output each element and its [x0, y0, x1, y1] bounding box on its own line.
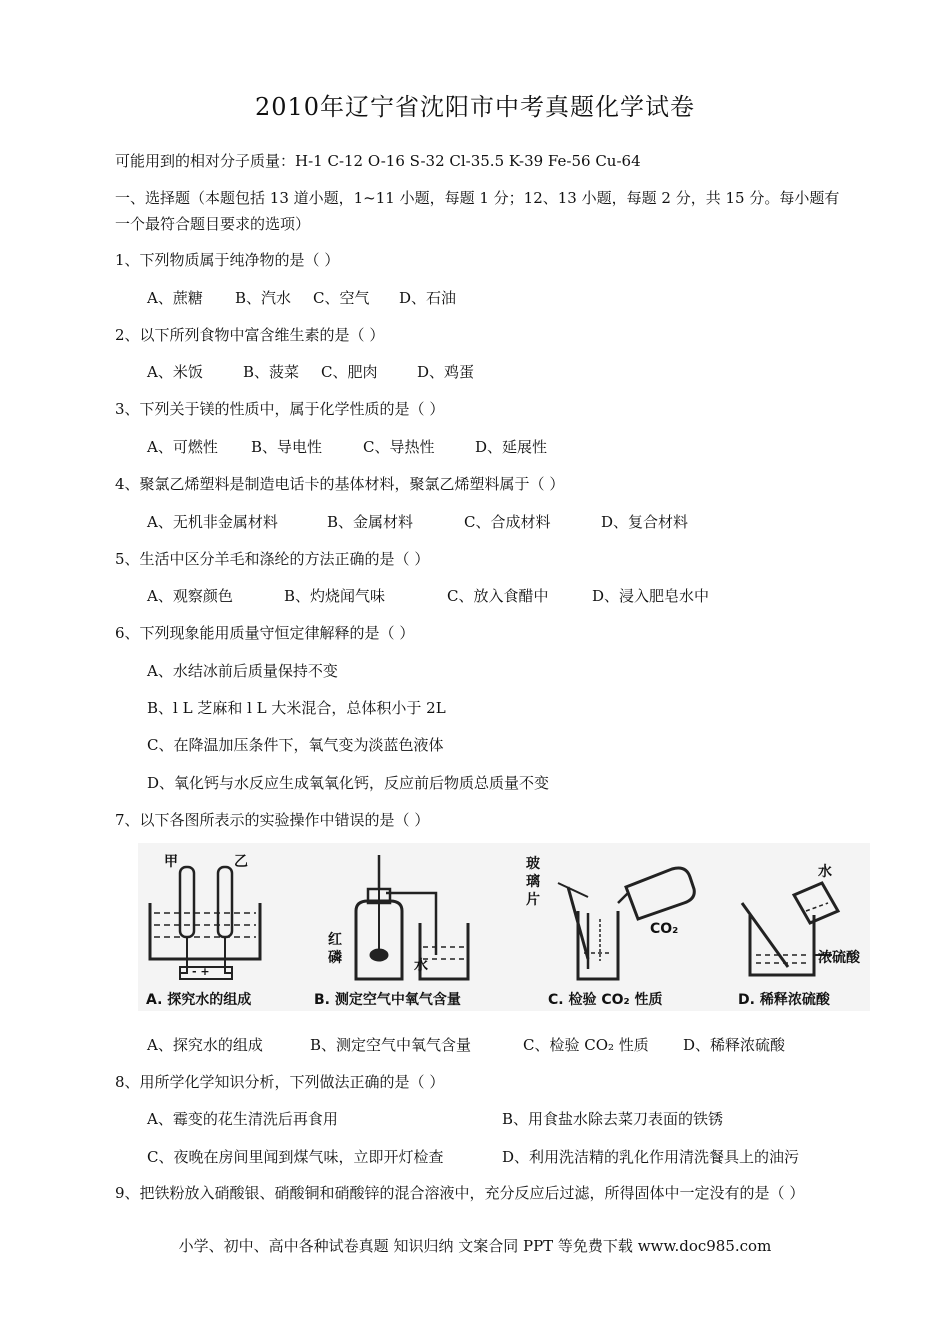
option-a: A、无机非金属材料 [147, 513, 278, 531]
page-title: 2010年辽宁省沈阳市中考真题化学试卷 [254, 93, 696, 121]
question-8-option-a: A、霉变的花生清洗后再食用 [147, 1110, 338, 1128]
diagram-b-oxygen [356, 855, 468, 979]
option-c: C、肥肉 [321, 363, 378, 381]
label-red-phosphorus: 红磷 [328, 932, 342, 966]
option-a: A、蔗糖 [147, 289, 203, 307]
question-3-stem: 3、下列关于镁的性质中，属于化学性质的是（ ） [115, 400, 445, 418]
caption-c: C. 检验 CO₂ 性质 [548, 992, 663, 1008]
label-yi: 乙 [234, 854, 248, 870]
option-c: C、放入食醋中 [447, 587, 549, 605]
question-2-stem: 2、以下所列食物中富含维生素的是（ ） [115, 326, 385, 344]
option-b: B、测定空气中氧气含量 [310, 1036, 472, 1054]
label-water-d: 水 [818, 864, 832, 880]
question-5-stem: 5、生活中区分羊毛和涤纶的方法正确的是（ ） [115, 550, 430, 568]
option-c: C、空气 [313, 289, 370, 307]
question-9-stem: 9、把铁粉放入硝酸银、硝酸铜和硝酸锌的混合溶液中，充分反应后过滤，所得固体中一定没有的是（ ） [115, 1184, 805, 1202]
option-a: A、米饭 [147, 363, 203, 381]
question-7-stem: 7、以下各图所表示的实验操作中错误的是（ ） [115, 811, 430, 829]
label-battery: - + [192, 965, 210, 978]
option-b: B、菠菜 [243, 363, 300, 381]
question-4-stem: 4、聚氯乙烯塑料是制造电话卡的基体材料，聚氯乙烯塑料属于（ ） [115, 475, 565, 493]
question-3-options [147, 438, 547, 456]
caption-b: B. 测定空气中氧气含量 [314, 992, 461, 1008]
question-6-option-d: D、氧化钙与水反应生成氧氧化钙，反应前后物质总质量不变 [147, 774, 550, 792]
option-c: C、检验 CO₂ 性质 [523, 1036, 649, 1054]
option-b: B、金属材料 [327, 513, 414, 531]
label-water-b: 水 [414, 958, 428, 974]
option-d: D、延展性 [475, 438, 548, 456]
option-b: B、汽水 [235, 289, 292, 307]
label-co2: CO₂ [650, 921, 679, 937]
question-2-options [147, 363, 474, 381]
question-6-option-b: B、l L 芝麻和 l L 大米混合，总体积小于 2L [147, 699, 446, 717]
diagram-a-electrolysis [150, 867, 260, 979]
option-b: B、导电性 [251, 438, 323, 456]
experiment-figure [138, 843, 870, 1011]
option-b: B、灼烧闻气味 [284, 587, 386, 605]
page-footer: 小学、初中、高中各种试卷真题 知识归纳 文案合同 PPT 等免费下载 www.doc985.com [178, 1237, 772, 1255]
option-c: C、导热性 [363, 438, 435, 456]
question-6-stem: 6、下列现象能用质量守恒定律解释的是（ ） [115, 624, 415, 642]
option-c: C、合成材料 [464, 513, 551, 531]
option-d: D、浸入肥皂水中 [592, 587, 710, 605]
option-a: A、探究水的组成 [147, 1036, 263, 1054]
question-8-option-b: B、用食盐水除去菜刀表面的铁锈 [502, 1110, 724, 1128]
section-heading: 一、选择题（本题包括 13 道小题，1~11 小题，每题 1 分；12、13 小题，每题 2 分，共 15 分。每小题有一个最符合题目要求的选项） [115, 189, 840, 233]
atomic-masses: 可能用到的相对分子质量：H-1 C-12 O-16 S-32 Cl-35.5 K-39 Fe-56 Cu-64 [115, 152, 641, 170]
question-8-option-c: C、夜晚在房间里闻到煤气味，立即开灯检查 [147, 1148, 444, 1166]
question-4-options [147, 513, 688, 531]
question-6-option-c: C、在降温加压条件下，氧气变为淡蓝色液体 [147, 736, 444, 754]
question-1-options [147, 289, 456, 307]
question-8-option-d: D、利用洗洁精的乳化作用清洗餐具上的油污 [502, 1148, 800, 1166]
option-d: D、稀释浓硫酸 [683, 1036, 786, 1054]
option-d: D、石油 [399, 289, 457, 307]
option-a: A、可燃性 [147, 438, 218, 456]
question-8-stem: 8、用所学化学知识分析，下列做法正确的是（ ） [115, 1073, 445, 1091]
caption-a: A. 探究水的组成 [146, 992, 252, 1008]
question-5-options [147, 587, 709, 605]
label-glass-plate: 玻璃片 [526, 856, 540, 908]
question-1-stem: 1、下列物质属于纯净物的是（ ） [115, 251, 340, 269]
option-d: D、鸡蛋 [417, 363, 475, 381]
option-d: D、复合材料 [601, 513, 689, 531]
question-6-option-a: A、水结冰前后质量保持不变 [147, 662, 338, 680]
label-jia: 甲 [164, 854, 178, 870]
label-conc-sulfuric-acid: 浓硫酸 [818, 950, 860, 966]
caption-d: D. 稀释浓硫酸 [738, 992, 830, 1008]
question-7-options [147, 1036, 785, 1054]
option-a: A、观察颜色 [147, 587, 233, 605]
